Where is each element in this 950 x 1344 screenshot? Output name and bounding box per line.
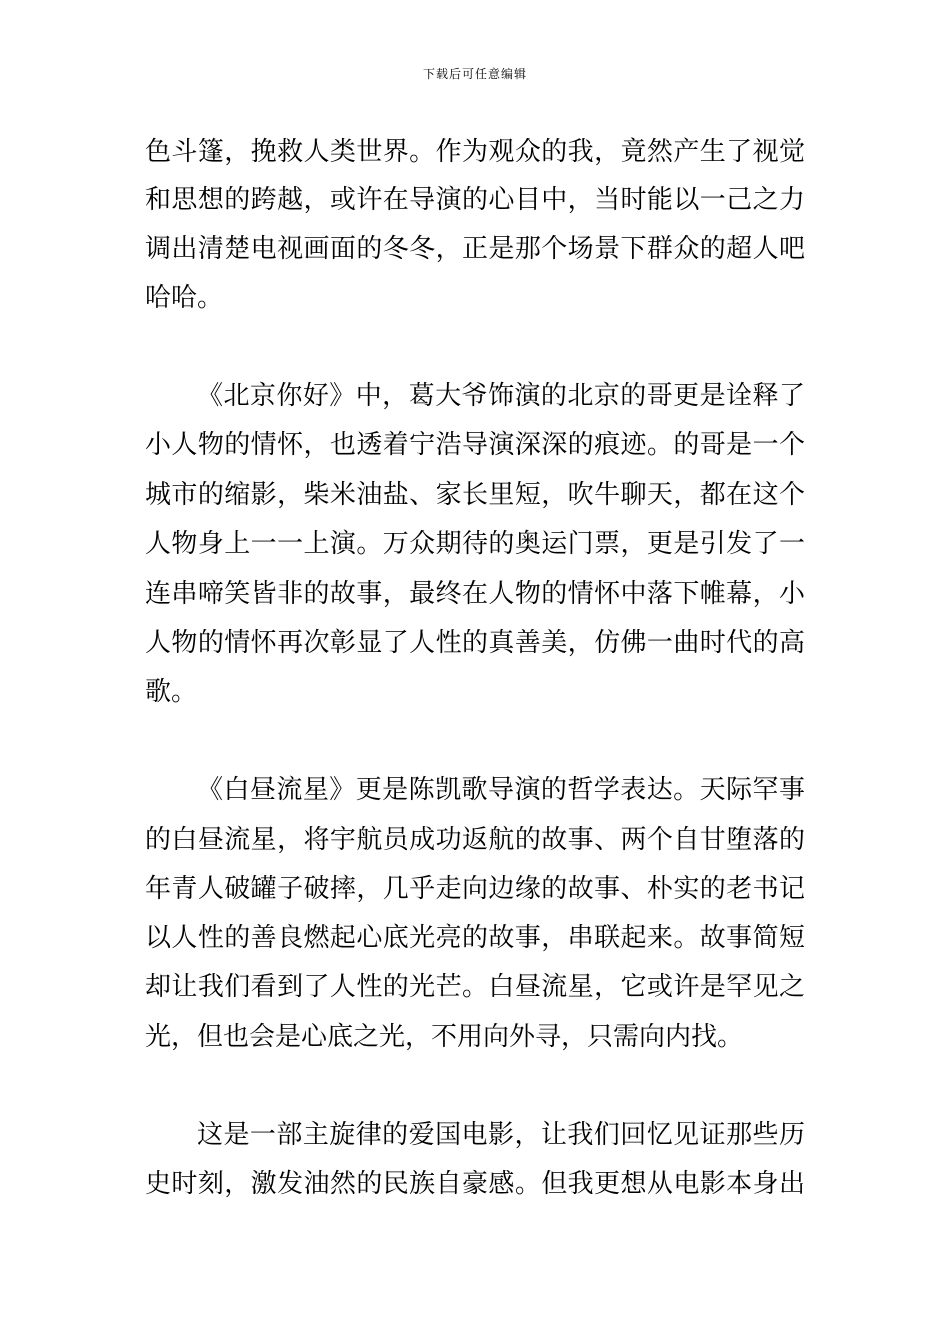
- paragraph-line: 调出清楚电视画面的冬冬，正是那个场景下群众的超人吧: [145, 234, 805, 264]
- paragraph-line: 城市的缩影，柴米油盐、家长里短，吹牛聊天，都在这个: [145, 480, 805, 510]
- paragraph-line: 人物身上一一上演。万众期待的奥运门票，更是引发了一: [145, 529, 805, 559]
- paragraph-line: 和思想的跨越，或许在导演的心目中，当时能以一己之力: [145, 185, 805, 215]
- paragraph-line: 这是一部主旋律的爱国电影，让我们回忆见证那些历: [197, 1120, 805, 1150]
- page-header: 下载后可任意编辑: [422, 67, 527, 81]
- paragraph-line: 却让我们看到了人性的光芒。白昼流星，它或许是罕见之: [145, 972, 805, 1002]
- paragraph-line: 《北京你好》中，葛大爷饰演的北京的哥更是诠释了: [197, 381, 805, 411]
- paragraph-line: 色斗篷，挽救人类世界。作为观众的我，竟然产生了视觉: [145, 137, 805, 167]
- paragraph-line: 史时刻，激发油然的民族自豪感。但我更想从电影本身出: [145, 1169, 805, 1199]
- paragraph-line: 以人性的善良燃起心底光亮的故事，串联起来。故事简短: [145, 923, 805, 953]
- paragraph-line: 连串啼笑皆非的故事，最终在人物的情怀中落下帷幕，小: [145, 579, 805, 609]
- paragraph-line: 年青人破罐子破摔，几乎走向边缘的故事、朴实的老书记: [145, 874, 805, 904]
- paragraph-line: 小人物的情怀，也透着宁浩导演深深的痕迹。的哥是一个: [145, 430, 805, 460]
- paragraph-line: 的白昼流星，将宇航员成功返航的故事、两个自甘堕落的: [145, 825, 805, 855]
- paragraph-line: 人物的情怀再次彰显了人性的真善美，仿佛一曲时代的高: [145, 628, 805, 658]
- paragraph-line: 歌。: [145, 677, 198, 707]
- paragraph-line: 《白昼流星》更是陈凯歌导演的哲学表达。天际罕事: [197, 775, 805, 805]
- paragraph-line: 光，但也会是心底之光，不用向外寻，只需向内找。: [145, 1022, 744, 1052]
- paragraph-line: 哈哈。: [145, 283, 224, 313]
